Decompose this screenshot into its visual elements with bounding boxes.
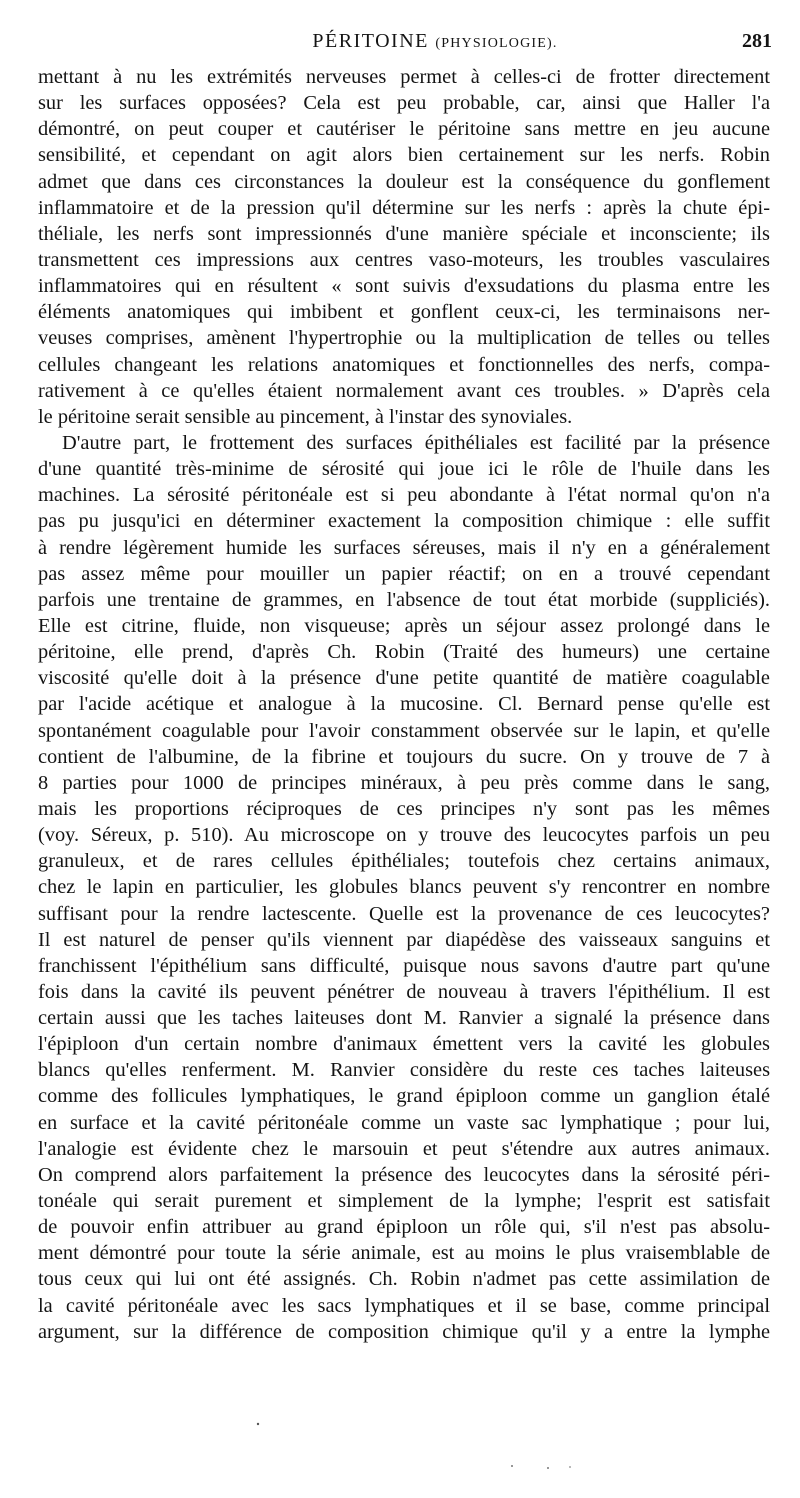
ink-speck <box>511 1465 513 1467</box>
text-line: inflammatoires qui en résultent « sont suivis d'exsudations du plasma entre les <box>38 275 770 298</box>
ink-speck <box>569 1466 571 1468</box>
text-line: mettant à nu les extrémités nerveuses permet à celles-ci de frotter directement <box>38 66 770 88</box>
text-line: blancs qu'elles renferment. M. Ranvier considère du reste ces taches laiteuses <box>38 1059 770 1082</box>
text-line: théliale, les nerfs sont impressionnés d'une manière spéciale et inconsciente; ils <box>38 222 770 245</box>
text-line: admet que dans ces circonstances la douleur est la conséquence du gonflement <box>38 170 770 193</box>
text-line: pas pu jusqu'ici en déterminer exactement la composition chimique : elle suffit <box>38 510 770 533</box>
text-line: par l'acide acétique et analogue à la mucosine. Cl. Bernard pense qu'elle est <box>38 693 770 716</box>
running-header <box>38 30 772 60</box>
text-line: rativement à ce qu'elles étaient normalement avant ces troubles. » D'après cela <box>38 379 770 402</box>
text-line: cellules changeant les relations anatomiques et fonctionnelles des nerfs, compa- <box>38 353 770 376</box>
text-line: l'épiploon d'un certain nombre d'animaux émettent vers la cavité les globules <box>38 1033 770 1056</box>
text-line: sur les surfaces opposées? Cela est peu probable, car, ainsi que Haller l'a <box>38 92 770 115</box>
ink-speck <box>257 1423 259 1425</box>
running-title <box>38 30 772 53</box>
text-line: franchissent l'épithélium sans difficulté, puisque nous savons d'autre part qu'une <box>38 954 770 977</box>
text-line: D'autre part, le frottement des surfaces épithéliales est facilité par la présence <box>62 431 770 454</box>
text-line: transmettent ces impressions aux centres vaso-moteurs, les troubles vasculaires <box>38 248 770 271</box>
text-line: mais les proportions réciproques de ces principes n'y sont pas les mêmes <box>38 797 770 820</box>
text-line: spontanément coagulable pour l'avoir constamment observée sur le lapin, et qu'elle <box>38 719 770 742</box>
text-line: ment démontré pour toute la série animale, est au moins le plus vraisemblable de <box>38 1242 770 1265</box>
text-line: certain aussi que les taches laiteuses dont M. Ranvier a signalé la présence dans <box>38 1007 770 1030</box>
text-line: Il est naturel de penser qu'ils viennent par diapédèse des vaisseaux sanguins et <box>38 928 770 951</box>
text-line: le péritoine serait sensible au pincement, à l'instar des synoviales. <box>38 405 573 428</box>
text-line: l'analogie est évidente chez le marsouin et peut s'étendre aux autres animaux. <box>38 1137 770 1160</box>
text-line: péritoine, elle prend, d'après Ch. Robin (Traité des humeurs) une certaine <box>38 641 770 664</box>
text-line: de pouvoir enfin attribuer au grand épiploon un rôle qui, s'il n'est pas absolu- <box>38 1216 770 1239</box>
text-line: la cavité péritonéale avec les sacs lymphatiques et il se base, comme principal <box>38 1294 770 1317</box>
text-line: machines. La sérosité péritonéale est si peu abondante à l'état normal qu'on n'a <box>38 484 770 507</box>
text-line: à rendre légèrement humide les surfaces séreuses, mais il n'y en a généralement <box>38 536 770 559</box>
text-line: fois dans la cavité ils peuvent pénétrer de nouveau à travers l'épithélium. Il est <box>38 980 770 1003</box>
text-line: argument, sur la différence de composition chimique qu'il y a entre la lymphe <box>38 1320 770 1343</box>
text-line: parfois une trentaine de grammes, en l'absence de tout état morbide (suppliciés). <box>38 588 770 611</box>
text-line: éléments anatomiques qui imbibent et gonflent ceux-ci, les terminaisons ner- <box>38 301 770 324</box>
text-line: tonéale qui serait purement et simplement de la lymphe; l'esprit est satisfait <box>38 1190 770 1213</box>
text-line: veuses comprises, amènent l'hypertrophie ou la multiplication de telles ou telles <box>38 327 770 350</box>
text-line: sensibilité, et cependant on agit alors bien certainement sur les nerfs. Robin <box>38 144 770 167</box>
text-line: contient de l'albumine, de la fibrine et toujours du sucre. On y trouve de 7 à <box>38 745 770 768</box>
text-line: On comprend alors parfaitement la présence des leucocytes dans la sérosité péri- <box>38 1163 770 1186</box>
text-line: tous ceux qui lui ont été assignés. Ch. Robin n'admet pas cette assimilation de <box>38 1268 770 1291</box>
text-line: 8 parties pour 1000 de principes minéraux, à peu près comme dans le sang, <box>38 771 770 794</box>
text-line: Elle est citrine, fluide, non visqueuse; après un séjour assez prolongé dans le <box>38 614 770 637</box>
text-line: (voy. Séreux, p. 510). Au microscope on y trouve des leucocytes parfois un peu <box>38 824 770 847</box>
header-title: PÉRITOINE <box>312 30 429 52</box>
text-line: inflammatoire et de la pression qu'il détermine sur les nerfs : après la chute épi- <box>38 196 770 219</box>
body-text <box>38 64 770 1345</box>
text-line: suffisant pour la rendre lactescente. Quelle est la provenance de ces leucocytes? <box>38 902 770 925</box>
text-line: granuleux, et de rares cellules épithéliales; toutefois chez certains animaux, <box>38 850 770 873</box>
text-line: viscosité qu'elle doit à la présence d'une petite quantité de matière coagulable <box>38 667 770 690</box>
text-line: en surface et la cavité péritonéale comme un vaste sac lymphatique ; pour lui, <box>38 1111 770 1134</box>
page-number: 281 <box>742 30 772 52</box>
text-line: démontré, on peut couper et cautériser le péritoine sans mettre en jeu aucune <box>38 118 770 141</box>
text-line: chez le lapin en particulier, les globules blancs peuvent s'y rencontrer en nombre <box>38 876 770 899</box>
ink-speck <box>547 1467 549 1469</box>
header-subtitle: (PHYSIOLOGIE). <box>435 36 558 51</box>
text-line: d'une quantité très-minime de sérosité qui joue ici le rôle de l'huile dans les <box>38 458 770 481</box>
text-line: pas assez même pour mouiller un papier réactif; on en a trouvé cependant <box>38 562 770 585</box>
text-line: comme des follicules lymphatiques, le grand épiploon comme un ganglion étalé <box>38 1085 770 1108</box>
